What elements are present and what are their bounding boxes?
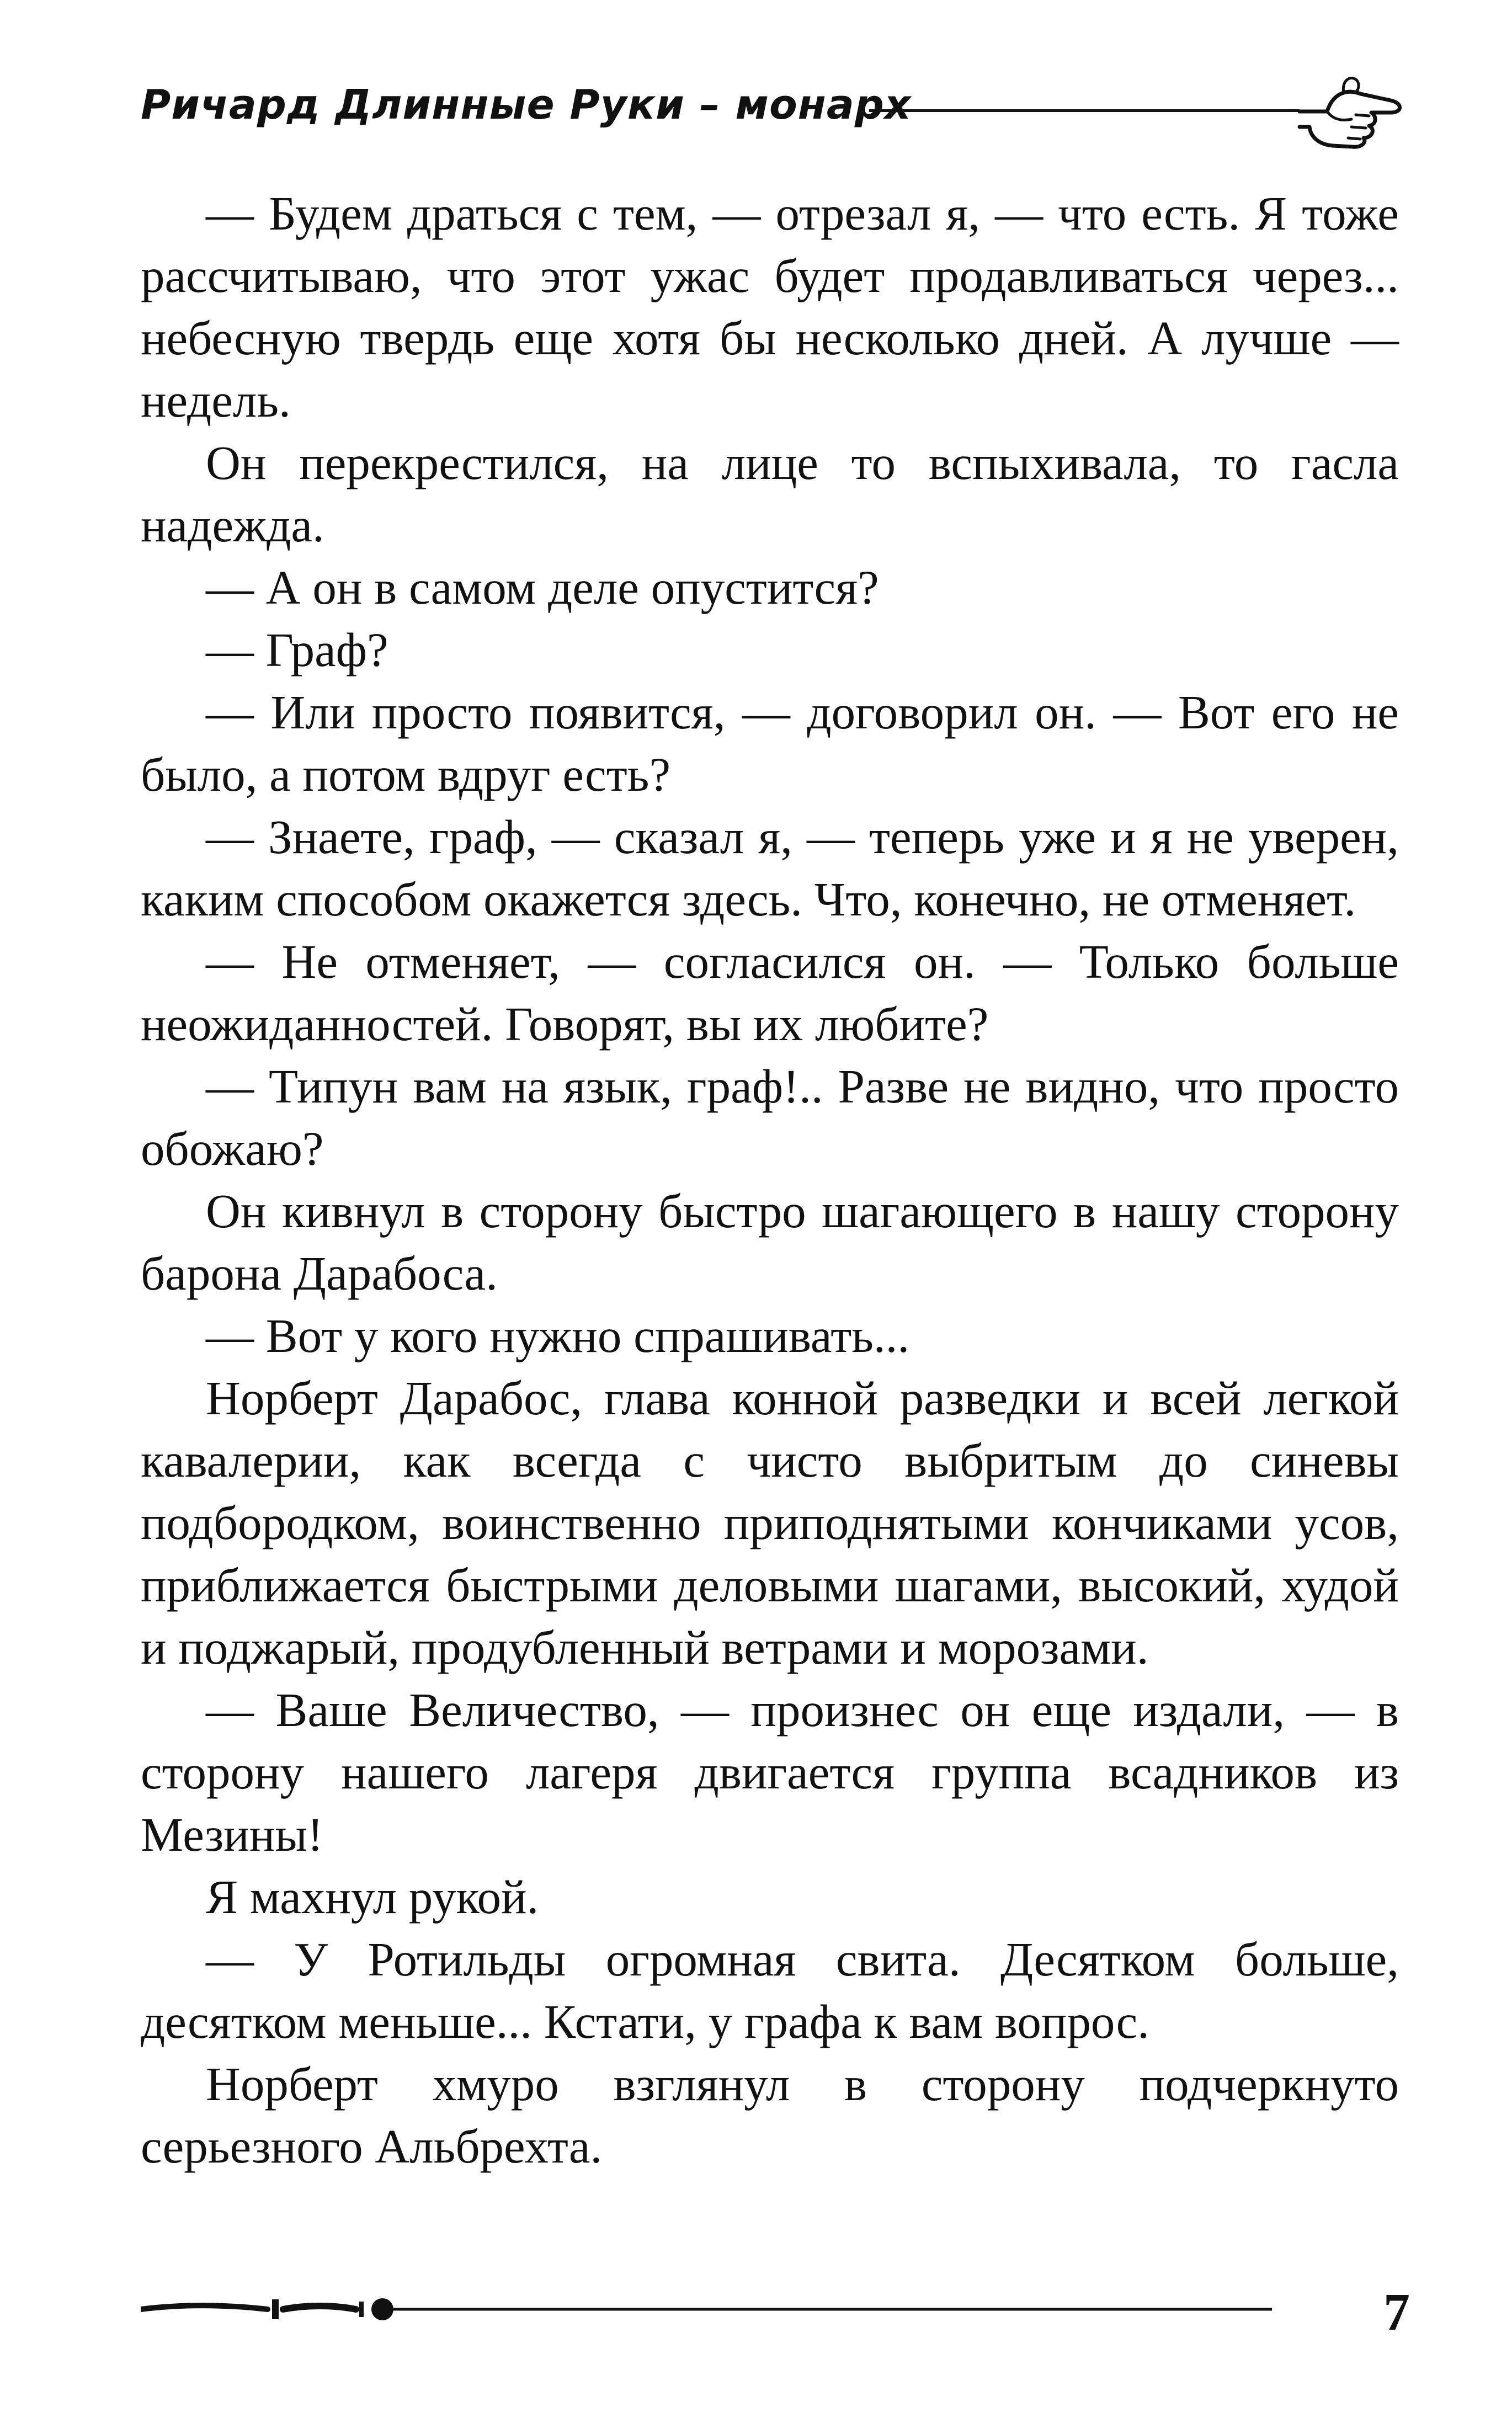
page-number: 7 <box>1383 2282 1410 2341</box>
footer-ornament-icon <box>141 2293 1272 2326</box>
paragraph: Норберт хмуро взглянул в сторону подчеркнуто серьезного Альбрехта. <box>141 2057 1399 2173</box>
pointing-hand-icon <box>1294 72 1410 149</box>
running-title: Ричард Длинные Руки – монарх <box>141 81 912 129</box>
running-head <box>141 72 1410 149</box>
paragraph: — Вот у кого нужно спрашивать... <box>206 1309 910 1362</box>
paragraph: — У Ротильды огромная свита. Десятком больше, десятком меньше... Кстати, у графа к вам вопрос. <box>141 1932 1399 2048</box>
paragraph: Я махнул рукой. <box>206 1870 539 1924</box>
page-footer <box>141 2282 1410 2348</box>
paragraph: — Знаете, граф, — сказал я, — теперь уже и я не уверен, каким способом окажется здесь. Что, конечно, не отменяет. <box>141 810 1399 926</box>
paragraph: Он кивнул в сторону быстро шагающего в нашу сторону барона Дарабоса. <box>141 1184 1399 1300</box>
paragraph: — А он в самом деле опустится? <box>206 561 879 614</box>
paragraph: — Не отменяет, — согласился он. — Только больше неожиданностей. Говорят, вы их любите? <box>141 935 1399 1051</box>
paragraph: — Граф? <box>206 623 388 677</box>
paragraph: — Ваше Величество, — произнес он еще издали, — в сторону нашего лагеря двигается группа всадников из Мезины! <box>141 1683 1399 1861</box>
body-text <box>141 182 1399 2177</box>
paragraph: Норберт Дарабос, глава конной разведки и всей легкой кавалерии, как всегда с чисто выбритым до синевы подбородком, воинственно приподнятыми кончиками усов, приближается быстрыми деловыми шагами, высокий, худой и поджарый, продубленный ветрами и морозами. <box>141 1371 1399 1674</box>
paragraph: — Или просто появится, — договорил он. — Вот его не было, а потом вдруг есть? <box>141 685 1399 801</box>
paragraph: — Будем драться с тем, — отрезал я, — что есть. Я тоже рассчитываю, что этот ужас будет продавливаться через... небесную твердь еще хотя бы несколько дней. А лучше — недель. <box>141 187 1399 427</box>
paragraph: — Типун вам на язык, граф!.. Разве не видно, что просто обожаю? <box>141 1059 1399 1175</box>
paragraph: Он перекрестился, на лице то вспыхивала, то гасла надежда. <box>141 436 1399 552</box>
header-rule <box>869 109 1300 112</box>
